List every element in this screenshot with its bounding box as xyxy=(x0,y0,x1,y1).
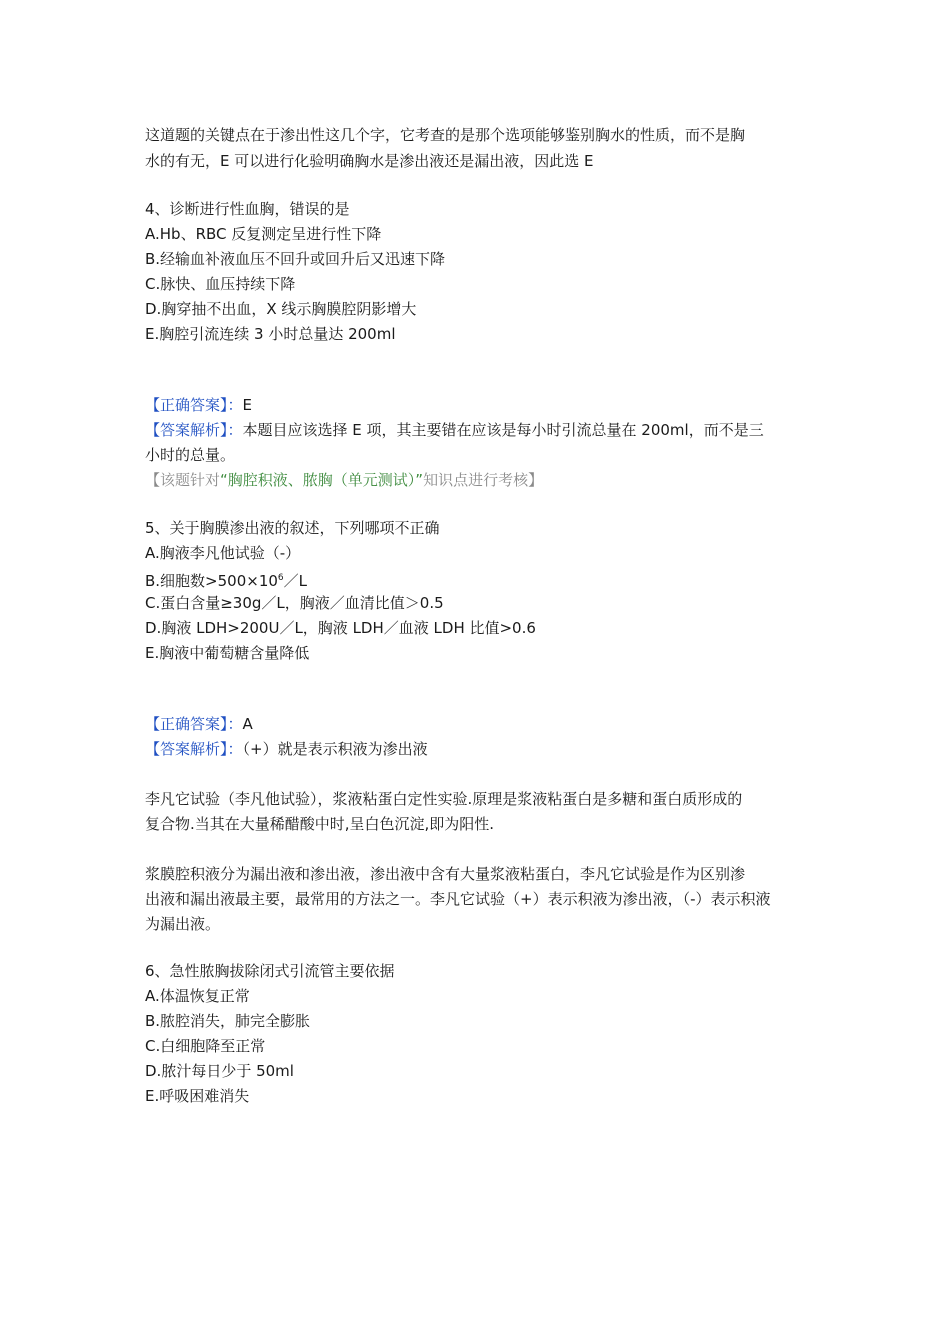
question-5-analysis-row xyxy=(145,737,428,762)
question-6-option-b: B.脓腔消失，肺完全膨胀 xyxy=(145,1012,311,1030)
question-5-option-b: B.细胞数$>500\times 10^6/L$ xyxy=(145,572,308,590)
analysis-label: 【答案解析】： xyxy=(145,740,243,758)
analysis-text: 本题目应该选择 E 项，其主要错在应该是每小时引流总量在 200ml，而不是三 xyxy=(242,421,764,439)
explanation-paragraph-1-line-2: 复合物.当其在大量稀醋酸中时,呈白色沉淀,即为阳性. xyxy=(145,815,495,833)
explanation-paragraph-1-line-1: 李凡它试验（李凡他试验），浆液粘蛋白定性实验.原理是浆液粘蛋白是多糖和蛋白质形成的 xyxy=(145,790,743,808)
topic-link[interactable]: “胸腔积液、脓胸（单元测试）” xyxy=(220,471,424,489)
question-4-topic-note xyxy=(145,468,543,493)
analysis-label: 【答案解析】： xyxy=(145,421,243,439)
question-4-analysis-row xyxy=(145,418,764,443)
question-6-option-e: E.呼吸困难消失 xyxy=(145,1087,250,1105)
question-5-option-e: E.胸液中葡萄糖含量降低 xyxy=(145,644,310,662)
question-6-stem: 6、急性脓胸拔除闭式引流管主要依据 xyxy=(145,962,395,980)
question-5-option-c: C.蛋白含量≥30g／L，胸液／血清比值＞0.5 xyxy=(145,594,444,612)
question-5-stem: 5、关于胸膜渗出液的叙述，下列哪项不正确 xyxy=(145,519,440,537)
question-5-option-a: A.胸液李凡他试验（-） xyxy=(145,544,301,562)
answer-value: E xyxy=(242,396,252,414)
question-4-option-d: D.胸穿抽不出血，X 线示胸膜腔阴影增大 xyxy=(145,300,417,318)
analysis-text: （+）就是表示积液为渗出液 xyxy=(242,740,428,758)
question-4-option-c: C.脉快、血压持续下降 xyxy=(145,275,296,293)
question-4-stem: 4、诊断进行性血胸，错误的是 xyxy=(145,200,350,218)
question-4-option-b: B.经输血补液血压不回升或回升后又迅速下降 xyxy=(145,250,446,268)
explanation-paragraph-2-line-2: 出液和漏出液最主要，最常用的方法之一。李凡它试验（+）表示积液为渗出液，（-）表示积液 xyxy=(145,890,771,908)
question-6-option-c: C.白细胞降至正常 xyxy=(145,1037,266,1055)
question-4-answer-row xyxy=(145,393,252,418)
question-5-answer-row xyxy=(145,712,253,737)
topic-open: 【该题针对 xyxy=(145,471,221,489)
topic-close: 知识点进行考核】 xyxy=(423,471,544,489)
intro-line-1: 这道题的关键点在于渗出性这几个字，它考查的是那个选项能够鉴别胸水的性质，而不是胸 xyxy=(145,126,746,144)
question-4-analysis-line-2: 小时的总量。 xyxy=(145,446,236,464)
answer-label: 【正确答案】： xyxy=(145,715,243,733)
question-5-option-d: D.胸液 LDH>200U／L，胸液 LDH／血液 LDH 比值>0.6 xyxy=(145,619,536,637)
answer-value: A xyxy=(242,715,253,733)
question-4-option-e: E.胸腔引流连续 3 小时总量达 200ml xyxy=(145,325,396,343)
intro-line-2: 水的有无，E 可以进行化验明确胸水是渗出液还是漏出液，因此选 E xyxy=(145,152,594,170)
question-6-option-a: A.体温恢复正常 xyxy=(145,987,250,1005)
explanation-paragraph-2-line-1: 浆膜腔积液分为漏出液和渗出液，渗出液中含有大量浆液粘蛋白，李凡它试验是作为区别渗 xyxy=(145,865,746,883)
answer-label: 【正确答案】： xyxy=(145,396,243,414)
question-4-option-a: A.Hb、RBC 反复测定呈进行性下降 xyxy=(145,225,382,243)
question-6-option-d: D.脓汁每日少于 50ml xyxy=(145,1062,294,1080)
explanation-paragraph-2-line-3: 为漏出液。 xyxy=(145,915,221,933)
